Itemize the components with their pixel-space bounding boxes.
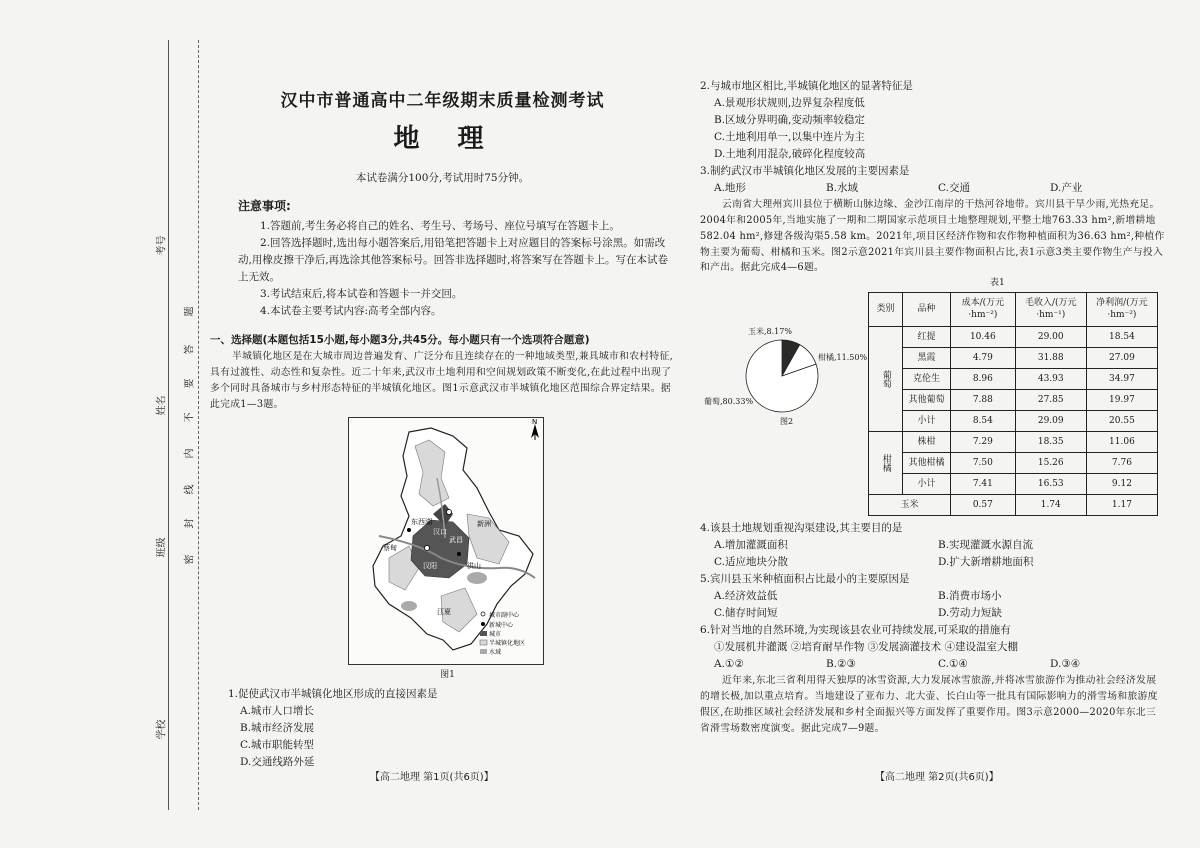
seal-char: 要 bbox=[184, 378, 196, 389]
q3-option-c: C.交通 bbox=[938, 182, 970, 194]
q4-option-c: C.适应地块分散 bbox=[714, 556, 788, 569]
table-header-row bbox=[869, 293, 1158, 327]
q4-option-d: D.扩大新增耕地面积 bbox=[938, 556, 1034, 569]
table-header: 类别 bbox=[869, 293, 903, 327]
table-cell: 其他葡萄 bbox=[903, 390, 951, 411]
binding-line bbox=[168, 40, 169, 810]
legend-label: 水域 bbox=[489, 648, 502, 656]
map-place: 黄陂 bbox=[453, 501, 467, 510]
q1-option-a: A.城市人口增长 bbox=[240, 705, 314, 718]
name-label: 姓名 bbox=[156, 395, 168, 416]
table-cell: 8.54 bbox=[951, 411, 1016, 432]
legend-label: 新城中心 bbox=[489, 621, 514, 629]
table-cell: 7.29 bbox=[951, 432, 1016, 453]
q2-option-a: A.景观形状规则,边界复杂程度低 bbox=[714, 97, 865, 109]
question-5-stem: 5.宾川县玉米种植面积占比最小的主要原因是 bbox=[700, 573, 910, 586]
map-drawing bbox=[349, 418, 543, 664]
table-1 bbox=[868, 292, 1158, 516]
legend-label: 半城镇化地区 bbox=[489, 639, 526, 647]
table-cell: 18.54 bbox=[1086, 327, 1157, 348]
q6-option-b: B.②③ bbox=[826, 658, 856, 671]
table-cell: 7.76 bbox=[1086, 453, 1157, 474]
table-cell: 株柑 bbox=[903, 432, 951, 453]
table-row bbox=[869, 411, 1158, 432]
table-row bbox=[869, 327, 1158, 348]
figure-table-area bbox=[700, 280, 1165, 520]
table-cell: 小计 bbox=[903, 474, 951, 495]
table-cell: 11.06 bbox=[1086, 432, 1157, 453]
table-category: 柑橘 bbox=[869, 432, 903, 495]
table-cell: 7.50 bbox=[951, 453, 1016, 474]
map-place: 洪山 bbox=[467, 561, 481, 570]
table-cell: 9.12 bbox=[1086, 474, 1157, 495]
q2-option-c: C.土地利用单一,以集中连片为主 bbox=[714, 131, 865, 143]
passage-3: 近年来,东北三省利用得天独厚的冰雪资源,大力发展冰雪旅游,并将冰雪旅游作为推动社会经济发展的增长极,加以重点培育。当地建设了亚布力、北大壶、长白山等一批具有国际影响力的滑雪场和旅游度假区,在助推区域社会经济发展和乡村全面振兴等方面发挥了重要作用。图3示意2000—2020年东北三省滑雪场数密度演变。据此完成7—9题。 bbox=[700, 675, 1158, 734]
page-2-footer: 【高二地理 第2页(共6页)】 bbox=[875, 772, 999, 783]
seal-char: 密 bbox=[184, 554, 196, 565]
q3-option-b: B.水域 bbox=[826, 182, 859, 194]
q4-options-cd bbox=[714, 554, 1165, 571]
school-label: 学校 bbox=[156, 719, 168, 740]
map-place: 江夏 bbox=[437, 607, 451, 616]
table-cell: 27.09 bbox=[1086, 348, 1157, 369]
candidate-no-label: 考号 bbox=[156, 235, 168, 256]
map-place: 汉阳 bbox=[423, 561, 437, 570]
table-cell: 0.57 bbox=[951, 495, 1016, 516]
pie-label-grape: 葡萄,80.33% bbox=[704, 397, 754, 407]
q5-option-d: D.劳动力短缺 bbox=[938, 607, 1002, 620]
table-cell: 29.09 bbox=[1015, 411, 1086, 432]
question-1-stem: 1.促使武汉市半城镇化地区形成的直接因素是 bbox=[228, 688, 438, 701]
table-cell: 19.97 bbox=[1086, 390, 1157, 411]
table-row bbox=[869, 369, 1158, 390]
seal-char: 封 bbox=[184, 518, 196, 529]
page-1-footer: 【高二地理 第1页(共6页)】 bbox=[370, 772, 494, 783]
figure-2-caption: 图2 bbox=[780, 417, 794, 427]
table-cell: 小计 bbox=[903, 411, 951, 432]
passage-2: 云南省大理州宾川县位于横断山脉边缘、金沙江南岸的干热河谷地带。宾川县干旱少雨,光热充足。2004年和2005年,当地实施了一期和二期国家示范项目土地整理规划,平整土地763.33 hm²,新增耕地582.04 hm²,修建各级沟渠5.58 km。2021年,项目区经济作物和农作物种植面积为36.63 hm²,种植作物主要为葡萄、柑橘和玉米。图2示意2021年宾川县主要作物面积占比,表1示意3类主要作物生产与投入和产出。据此完成4—6题。 bbox=[700, 199, 1165, 274]
map-place: 汉口 bbox=[433, 527, 447, 536]
exam-info: 本试卷满分100分,考试用时75分钟。 bbox=[355, 171, 530, 184]
table-1-caption: 表1 bbox=[990, 278, 1005, 289]
q2-option-b: B.区域分界明确,变动频率较稳定 bbox=[714, 114, 865, 126]
table-cell: 4.79 bbox=[951, 348, 1016, 369]
pie-label-citrus: 柑橘,11.50% bbox=[818, 353, 868, 363]
question-4-stem: 4.该县土地规划重视沟渠建设,其主要目的是 bbox=[700, 522, 903, 535]
section-heading: 一、选择题(本题包括15小题,每小题3分,共45分。每小题只有一个选项符合题意) bbox=[210, 334, 590, 347]
q3-options bbox=[714, 180, 1165, 197]
table-cell: 29.00 bbox=[1015, 327, 1086, 348]
q6-option-a: A.①② bbox=[714, 658, 744, 671]
q6-option-c: C.①④ bbox=[938, 658, 968, 671]
wuhan-map bbox=[348, 417, 544, 665]
q3-option-a: A.地形 bbox=[714, 182, 746, 194]
exam-title: 汉中市普通高中二年级期末质量检测考试 bbox=[280, 91, 605, 111]
q6-option-d: D.③④ bbox=[1050, 658, 1081, 671]
q4-option-a: A.增加灌溉面积 bbox=[714, 539, 788, 552]
figure-1-caption: 图1 bbox=[440, 669, 455, 680]
q5-options-ab bbox=[714, 588, 1165, 605]
question-3-stem: 3.制约武汉市半城镇化地区发展的主要因素是 bbox=[700, 165, 910, 177]
q4-option-b: B.实现灌溉水源自流 bbox=[938, 539, 1034, 552]
pie-label-corn: 玉米,8.17% bbox=[748, 327, 792, 337]
map-place: 新洲 bbox=[477, 519, 491, 528]
q6-measures: ①发展机井灌溉 ②培育耐旱作物 ③发展滴灌技术 ④建设温室大棚 bbox=[714, 641, 1019, 654]
table-cell: 其他柑橘 bbox=[903, 453, 951, 474]
q1-option-c: C.城市职能转型 bbox=[240, 739, 314, 752]
table-cell: 34.97 bbox=[1086, 369, 1157, 390]
q4-options-ab bbox=[714, 537, 1165, 554]
q6-options bbox=[714, 656, 1165, 673]
table-cell: 16.53 bbox=[1015, 474, 1086, 495]
q1-option-d: D.交通线路外延 bbox=[240, 756, 315, 769]
binding-strip bbox=[0, 0, 205, 848]
table-row bbox=[869, 453, 1158, 474]
table-cell: 1.74 bbox=[1015, 495, 1086, 516]
question-2-stem: 2.与城市地区相比,半城镇化地区的显著特征是 bbox=[700, 80, 913, 92]
q2-option-d: D.土地利用混杂,破碎化程度较高 bbox=[714, 148, 866, 160]
notice-item: 1.答题前,考生务必将自己的姓名、考生号、考场号、座位号填写在答题卡上。 bbox=[260, 220, 620, 233]
table-header: 品种 bbox=[903, 293, 951, 327]
table-header: 净利润/(万元·hm⁻²) bbox=[1086, 293, 1157, 327]
map-place: 武昌 bbox=[449, 535, 463, 544]
question-6-stem: 6.针对当地的自然环境,为实现该县农业可持续发展,可采取的措施有 bbox=[700, 624, 1011, 637]
table-cell: 43.93 bbox=[1015, 369, 1086, 390]
table-category: 葡萄 bbox=[869, 327, 903, 432]
seal-char: 内 bbox=[184, 448, 196, 459]
seal-line bbox=[198, 40, 199, 810]
notice-heading: 注意事项: bbox=[238, 198, 291, 213]
class-label: 班级 bbox=[156, 537, 168, 558]
map-place: 东西湖 bbox=[411, 517, 432, 526]
q5-option-b: B.消费市场小 bbox=[938, 590, 1002, 603]
table-cell: 8.96 bbox=[951, 369, 1016, 390]
table-row bbox=[869, 390, 1158, 411]
table-cell: 克伦生 bbox=[903, 369, 951, 390]
table-cell: 黑霞 bbox=[903, 348, 951, 369]
table-cell: 红提 bbox=[903, 327, 951, 348]
page-1 bbox=[210, 80, 675, 771]
seal-char: 不 bbox=[184, 412, 196, 423]
q1-option-b: B.城市经济发展 bbox=[240, 722, 315, 735]
table-cell: 18.35 bbox=[1015, 432, 1086, 453]
table-cell: 7.41 bbox=[951, 474, 1016, 495]
table-cell: 1.17 bbox=[1086, 495, 1157, 516]
seal-char: 答 bbox=[184, 344, 196, 355]
table-row bbox=[869, 474, 1158, 495]
table-cell: 10.46 bbox=[951, 327, 1016, 348]
q5-options-cd bbox=[714, 605, 1165, 622]
table-cell: 玉米 bbox=[869, 495, 951, 516]
notice-item: 2.回答选择题时,选出每小题答案后,用铅笔把答题卡上对应题目的答案标号涂黑。如需改动,用橡皮擦干净后,再选涂其他答案标号。回答非选择题时,将答案写在答题卡上。写在本试卷上无效。 bbox=[238, 237, 669, 284]
pie-chart bbox=[700, 327, 868, 450]
table-cell: 15.26 bbox=[1015, 453, 1086, 474]
q3-option-d: D.产业 bbox=[1050, 182, 1083, 194]
table-row bbox=[869, 495, 1158, 516]
passage-1: 半城镇化地区是在大城市周边普遍发育、广泛分布且连续存在的一种地域类型,兼具城市和农村特征,具有过渡性、动态性和复杂性。近二十年来,武汉市土地利用和空间规划政策不断变化,在此过程中出现了多个同时具备城市与乡村形态特征的半城镇化地区。图1示意武汉市半城镇化地区范围综合界定结果。据此完成1—3题。 bbox=[210, 351, 673, 410]
legend-label: 城市副中心 bbox=[489, 611, 520, 619]
subject-title: 地理 bbox=[393, 123, 522, 154]
table-row bbox=[869, 348, 1158, 369]
q5-option-a: A.经济效益低 bbox=[714, 590, 778, 603]
legend-label: 城市 bbox=[489, 630, 502, 638]
q5-option-c: C.储存时间短 bbox=[714, 607, 778, 620]
seal-char: 题 bbox=[184, 306, 196, 317]
notice-item: 4.本试卷主要考试内容:高考全部内容。 bbox=[260, 305, 442, 318]
seal-char: 线 bbox=[184, 484, 196, 495]
table-header: 成本/(万元·hm⁻²) bbox=[951, 293, 1016, 327]
table-cell: 20.55 bbox=[1086, 411, 1157, 432]
map-place: 蔡甸 bbox=[383, 543, 397, 552]
map-north: N bbox=[532, 417, 538, 426]
table-cell: 31.88 bbox=[1015, 348, 1086, 369]
table-row bbox=[869, 432, 1158, 453]
page-2 bbox=[700, 78, 1165, 737]
table-header: 毛收入/(万元·hm⁻¹) bbox=[1015, 293, 1086, 327]
table-cell: 7.88 bbox=[951, 390, 1016, 411]
notice-item: 3.考试结束后,将本试卷和答题卡一并交回。 bbox=[260, 288, 463, 301]
table-cell: 27.85 bbox=[1015, 390, 1086, 411]
